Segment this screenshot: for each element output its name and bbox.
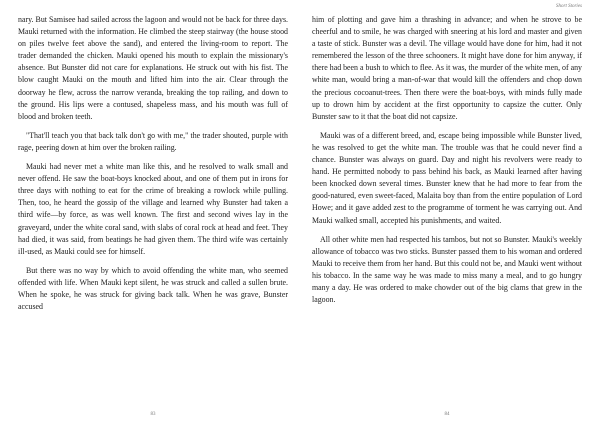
paragraph: nary. But Samisee had sailed across the lagoon and would not be back for three days. Mauki returned with the information. He climbed the steep stairway (the house stood on piles twelve feet above the sand), and entered the living-room to report. The trader demanded the chicken. Mauki opened his mouth to explain the missionary's absence. But Bunster did not care for explanations. He struck out with his fist. The blow caught Mauki on the mouth and lifted him into the air. Clear through the doorway he flew, across the narrow veranda, breaking the top railing, and down to the ground. His lips were a contused, shapeless mass, and his mouth was full of blood and broken teeth. [18,15,288,121]
paragraph: All other white men had respected his tambos, but not so Bunster. Mauki's weekly allowance of tobacco was two sticks. Bunster passed them to his woman and ordered Mauki to receive them from her hand. But this could not be, and Mauki went without his tobacco. In the same way he was made to miss many a meal, and to go hungry many a day. He was ordered to make chowder out of the big clams that grew in the lagoon. [312,234,582,305]
paragraph: Mauki was of a different breed, and, escape being impossible while Bunster lived, he was resolved to get the white man. The trouble was that he could never find a chance. Bunster was always on guard. Day and night his revolvers were ready to hand. He permitted nobody to pass behind his back, as Mauki learned after having been knocked down several times. Bunster knew that he had more to fear from the good-natured, even sweet-faced, Malaita boy than from the entire population of Lord Howe; and it gave added zest to the programme of torment he was carrying out. And Mauki walked small, accepted his punishments, and waited. [312,130,582,225]
right-text-block [312,14,582,313]
right-page-number: 84 [444,412,450,417]
paragraph: him of plotting and gave him a thrashing in advance; and when he strove to be cheerful and to smile, he was charged with sneering at his lord and master and given a taste of stick. Bunster was a devil. The village would have done for him, had it not remembered the lesson of the three schooners. It might have done for him anyway, if there had been a bush to which to flee. As it was, the murder of the white men, of any white man, would bring a man-of-war that would kill the offenders and chop down the precious cocoanut-trees. Then there were the boat-boys, with minds fully made up to drown him by accident at the first opportunity to capsize the cutter. Only Bunster saw to it that the boat did not capsize. [312,15,582,121]
paragraph: "That'll teach you that back talk don't go with me," the trader shouted, purple with rage, peering down at him over the broken railing. [18,130,288,152]
right-page [312,0,582,424]
paragraph: But there was no way by which to avoid offending the white man, who seemed offended with life. When Mauki kept silent, he was struck and called a sullen brute. When he spoke, he was struck for giving back talk. When he was grave, Bunster accused [18,265,288,312]
left-page [18,0,288,424]
left-text-block [18,14,288,320]
paragraph: Mauki had never met a white man like this, and he resolved to walk small and never offend. He saw the boat-boys knocked about, and one of them put in irons for three days with nothing to eat for the crime of breaking a rowlock while pulling. Then, too, he heard the gossip of the village and learned why Bunster had taken a third wife—by force, as was well known. The first and second wives lay in the graveyard, under the white coral sand, with slabs of coral rock at head and feet. They had died, it was said, from beatings he had given them. The third wife was certainly ill-used, as Mauki could see for himself. [18,162,288,256]
left-page-number: 83 [150,412,156,417]
right-running-head: Short Stories [556,4,582,9]
